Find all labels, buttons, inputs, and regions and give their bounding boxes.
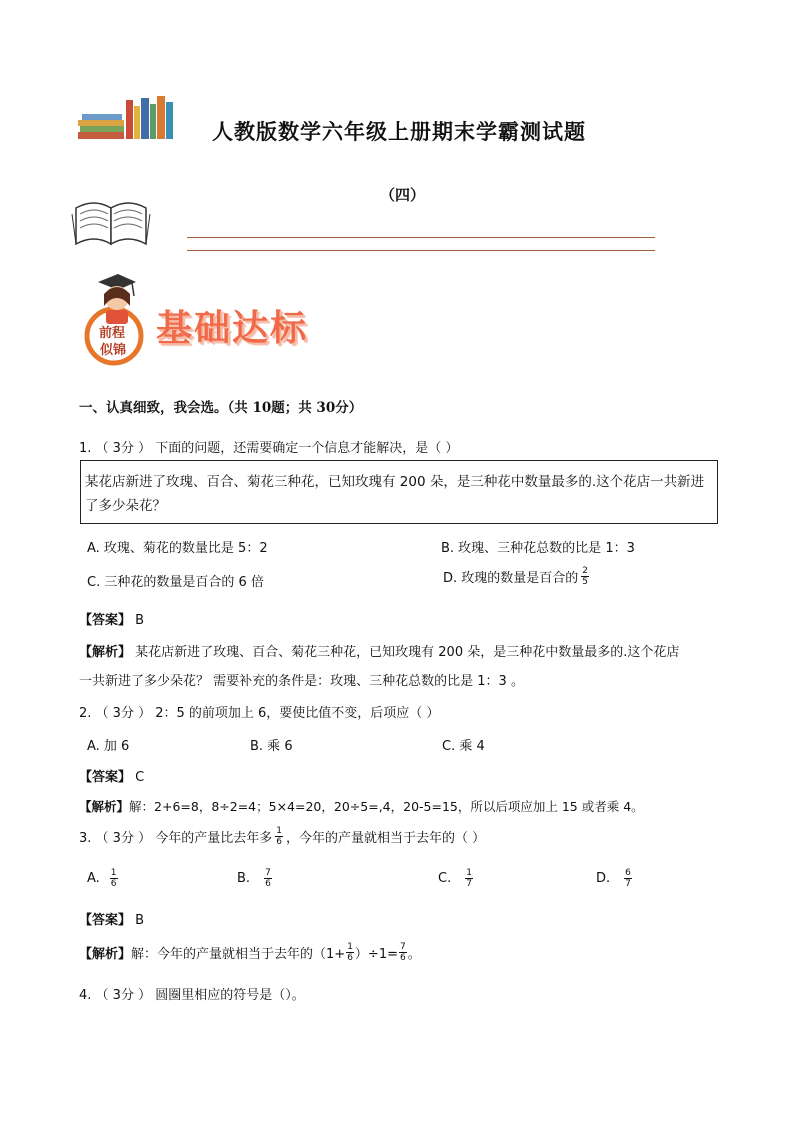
fraction-denominator: 6 xyxy=(399,953,406,963)
option-label: D. xyxy=(596,871,611,886)
fraction xyxy=(624,868,632,889)
option-label: B. xyxy=(237,871,251,886)
analysis-text-suffix: 。 xyxy=(407,947,421,962)
fraction-denominator: 6 xyxy=(276,837,282,847)
question-2-option-b: B. 乘 6 xyxy=(250,739,293,754)
seal-text-bottom: 似锦 xyxy=(100,343,127,358)
fraction-numerator: 7 xyxy=(265,868,271,878)
page-title: 人教版数学六年级上册期末学霸测试题 xyxy=(212,119,586,144)
question-1-option-d-text: D. 玫瑰的数量是百合的 xyxy=(443,571,579,586)
question-3-option-c xyxy=(438,868,476,889)
question-2-option-a: A. 加 6 xyxy=(87,739,130,754)
fraction xyxy=(264,868,272,889)
answer-label: 【答案】 xyxy=(79,613,132,628)
answer-value: B xyxy=(135,913,145,928)
option-label: C. xyxy=(438,871,452,886)
question-1-box-line2: 了多少朵花？ xyxy=(85,498,166,514)
question-1-option-a: A. 玫瑰、菊花的数量比是 5：2 xyxy=(87,541,268,556)
question-1-analysis-line1 xyxy=(79,641,679,660)
fraction xyxy=(399,942,407,963)
question-1-answer xyxy=(79,609,144,628)
page-subtitle: （四） xyxy=(380,186,426,204)
fraction-numerator: 7 xyxy=(399,942,406,952)
divider-line xyxy=(187,237,655,238)
question-3-option-d xyxy=(596,868,635,889)
fraction-numerator: 1 xyxy=(110,868,117,878)
fraction xyxy=(275,826,283,847)
analysis-label: 【解析】 xyxy=(79,947,132,962)
analysis-label: 【解析】 xyxy=(79,645,132,660)
fraction xyxy=(346,942,354,963)
question-2-stem: 2. （ 3分 ） 2：5 的前项加上 6，要使比值不变，后项应（ ） xyxy=(79,706,440,721)
question-3-stem-prefix: 3. （ 3分 ） 今年的产量比去年多 xyxy=(79,831,273,846)
analysis-label: 【解析】 xyxy=(79,799,130,814)
question-2-analysis xyxy=(79,797,644,815)
fraction-numerator: 1 xyxy=(466,868,472,878)
analysis-text: 某花店新进了玫瑰、百合、菊花三种花，已知玫瑰有 200 朵，是三种花中数量最多的.这个花店 xyxy=(131,645,680,660)
analysis-text-prefix: 解：今年的产量就相当于去年的（1+ xyxy=(131,947,346,962)
fraction-numerator: 2 xyxy=(582,566,589,576)
open-book-icon xyxy=(70,194,152,250)
badge-title: 基础达标 xyxy=(156,308,309,349)
question-2-option-c: C. 乘 4 xyxy=(442,739,485,754)
fraction-denominator: 7 xyxy=(466,879,472,889)
fraction xyxy=(581,566,589,587)
seal-text-top: 前程 xyxy=(99,326,126,341)
fraction-numerator: 1 xyxy=(347,942,353,952)
question-1-stem: 1. （ 3分 ） 下面的问题，还需要确定一个信息才能解决，是（ ） xyxy=(79,441,459,456)
answer-label: 【答案】 xyxy=(79,913,132,928)
question-1-box xyxy=(80,460,718,524)
question-4-stem: 4. （ 3分 ） 圆圈里相应的符号是（）。 xyxy=(79,988,305,1003)
fraction-numerator: 6 xyxy=(625,868,631,878)
answer-value: B xyxy=(135,613,145,628)
analysis-text: 解：2+6=8，8÷2=4；5×4=20，20÷5=,4，20-5=15，所以后项应加上 15 或者乘 4。 xyxy=(129,799,644,814)
question-3-option-b xyxy=(237,868,275,889)
answer-label: 【答案】 xyxy=(79,770,132,785)
question-3-analysis xyxy=(79,942,421,963)
fraction xyxy=(110,868,118,889)
question-3-option-a xyxy=(87,868,121,889)
divider-line xyxy=(187,250,655,251)
option-label: A. xyxy=(87,871,100,886)
section-heading: 一、认真细致，我会选。（共 10题；共 30分） xyxy=(79,400,363,416)
question-1-option-c: C. 三种花的数量是百合的 6 倍 xyxy=(87,575,264,590)
fraction-denominator: 6 xyxy=(347,953,353,963)
question-1-option-d xyxy=(443,566,592,587)
analysis-text-mid: ）÷1= xyxy=(354,947,398,962)
fraction-denominator: 6 xyxy=(265,879,271,889)
question-3-answer xyxy=(79,909,144,928)
question-1-box-line1: 某花店新进了玫瑰、百合、菊花三种花，已知玫瑰有 200 朵，是三种花中数量最多的.这个花店一共新进 xyxy=(85,474,705,490)
question-3-stem-suffix: ，今年的产量就相当于去年的（ ） xyxy=(285,831,486,846)
fraction-denominator: 7 xyxy=(625,879,631,889)
question-1-analysis-line2: 一共新进了多少朵花？ 需要补充的条件是：玫瑰、三种花总数的比是 1：3 。 xyxy=(79,674,524,689)
fraction-numerator: 1 xyxy=(276,826,282,836)
answer-value: C xyxy=(135,770,145,785)
question-1-option-b: B. 玫瑰、三种花总数的比是 1：3 xyxy=(441,541,635,556)
question-3-stem xyxy=(79,826,485,847)
fraction-denominator: 5 xyxy=(582,577,589,587)
books-illustration xyxy=(76,94,176,142)
question-2-answer xyxy=(79,766,144,785)
fraction-denominator: 6 xyxy=(110,879,117,889)
fraction xyxy=(465,868,473,889)
